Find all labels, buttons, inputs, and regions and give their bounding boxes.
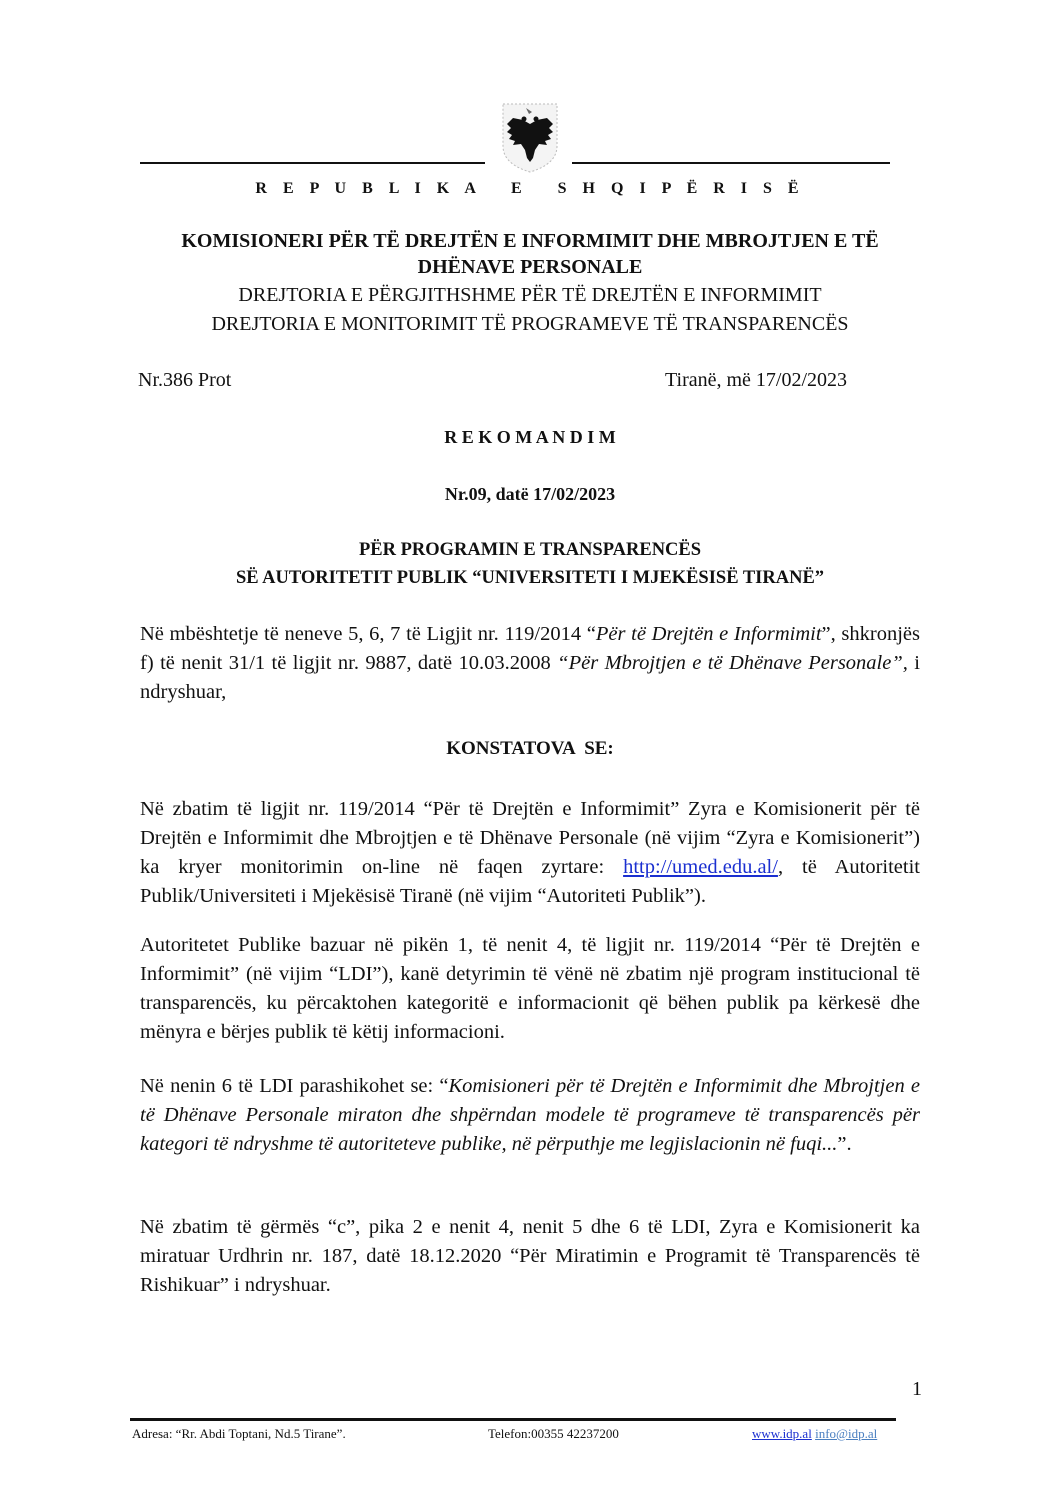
- paragraph-monitoring-text-1: Në zbatim të ligjit nr. 119/2014 “Për të Drejtën e Informimit” Zyra e Komisionerit për të Drejtën e Informimit dhe Mbrojtjen e të Dhënave Personale (në vijim “Zyra e Komisionerit”) ka kryer monitorimin on-line në faqen zyrtare:: [140, 798, 920, 878]
- directorate-monitoring: DREJTORIA E MONITORIMIT TË PROGRAMEVE TË TRANSPARENCËS: [211, 313, 849, 335]
- footer-address: Adresa: “Rr. Abdi Toptani, Nd.5 Tirane”.: [132, 1426, 346, 1441]
- intro-text-2: ”, shkronjës f) të nenit 31/1 të ligjit nr. 9887, datë 10.03.2008: [140, 623, 920, 674]
- intro-text-3: i ndryshuar,: [140, 652, 921, 703]
- page-number: 1: [912, 1378, 922, 1400]
- institution-line-1: KOMISIONERI PËR TË DREJTËN E INFORMIMIT DHE MBROJTJEN E TË: [181, 230, 879, 252]
- header-rule-right: [572, 162, 890, 164]
- recommendation-number: Nr.09, datë 17/02/2023: [444, 484, 616, 504]
- directorate-general: DREJTORIA E PËRGJITHSHME PËR TË DREJTËN E INFORMIMIT: [238, 284, 822, 306]
- paragraph-monitoring: [140, 795, 920, 911]
- paragraph-article-6: [140, 1072, 920, 1159]
- institution-line-2: DHËNAVE PERSONALE: [417, 256, 643, 278]
- paragraph-order-187: Në zbatim të gërmës “c”, pika 2 e nenit 4, nenit 5 dhe 6 të LDI, Zyra e Komisionerit ka miratuar Urdhrin nr. 187, datë 18.12.2020 “Për Miratimin e Programit të Transparencës të Rishikuar” i ndryshuar.: [140, 1216, 920, 1296]
- subject-line-2: SË AUTORITETIT PUBLIK “UNIVERSITETI I MJEKËSISË TIRANË”: [235, 568, 825, 588]
- intro-paragraph: [140, 620, 920, 707]
- header-rule-left: [140, 162, 485, 164]
- paragraph-monitoring-text-2: , të Autoritetit Publik/Universiteti i Mjekësisë Tiranë (në vijim “Autoriteti Publik”).: [140, 856, 920, 907]
- intro-law-title-2: “Për Mbrojtjen e të Dhënave Personale”,: [557, 652, 908, 674]
- subject-line-1: PËR PROGRAMIN E TRANSPARENCËS: [358, 540, 702, 560]
- country-name: R E P U B L I K A E S H Q I P Ë R I S Ë: [255, 180, 805, 197]
- paragraph-article-6-quote: Komisioneri për të Drejtën e Informimit dhe Mbrojtjen e të Dhënave Personale miraton dhe shpërndan modele të programeve të transparencës për kategori të ndryshme të autoriteteve publike, në përputhje me legjislacionin në fuqi...: [140, 1075, 920, 1155]
- email-link[interactable]: info@idp.al: [815, 1426, 878, 1441]
- intro-text-1: Në mbështetje të neneve 5, 6, 7 të Ligjit nr. 119/2014 “: [140, 623, 596, 645]
- footer-phone: Telefon:00355 42237200: [488, 1426, 619, 1441]
- protocol-number: Nr.386 Prot: [138, 369, 232, 391]
- document-type: R E K O M A N D I M: [444, 427, 616, 447]
- footer-rule: [130, 1418, 896, 1421]
- albanian-coat-of-arms-icon: [499, 102, 561, 174]
- paragraph-article-6-text-1: Në nenin 6 të LDI parashikohet se: “: [140, 1075, 449, 1097]
- paragraph-obligation: Autoritetet Publike bazuar në pikën 1, të nenit 4, të ligjit nr. 119/2014 “Për të Drejtën e Informimit” (në vijim “LDI”), kanë detyrimin të vënë në zbatim një program institucional të transparencës, ku përcaktohen kategoritë e informacionit që bëhen publik pa kërkesë dhe mënyra e bërjes publik të këtij informacioni.: [140, 934, 920, 1043]
- paragraph-article-6-text-2: ”.: [837, 1133, 852, 1155]
- place-date: Tiranë, më 17/02/2023: [665, 369, 848, 391]
- footer-contacts: [752, 1426, 877, 1442]
- intro-law-title-1: Për të Drejtën e Informimit: [595, 623, 822, 645]
- section-heading: KONSTATOVA SE:: [446, 738, 614, 759]
- umed-website-link[interactable]: http://umed.edu.al/: [623, 856, 778, 878]
- website-link[interactable]: www.idp.al: [752, 1426, 812, 1441]
